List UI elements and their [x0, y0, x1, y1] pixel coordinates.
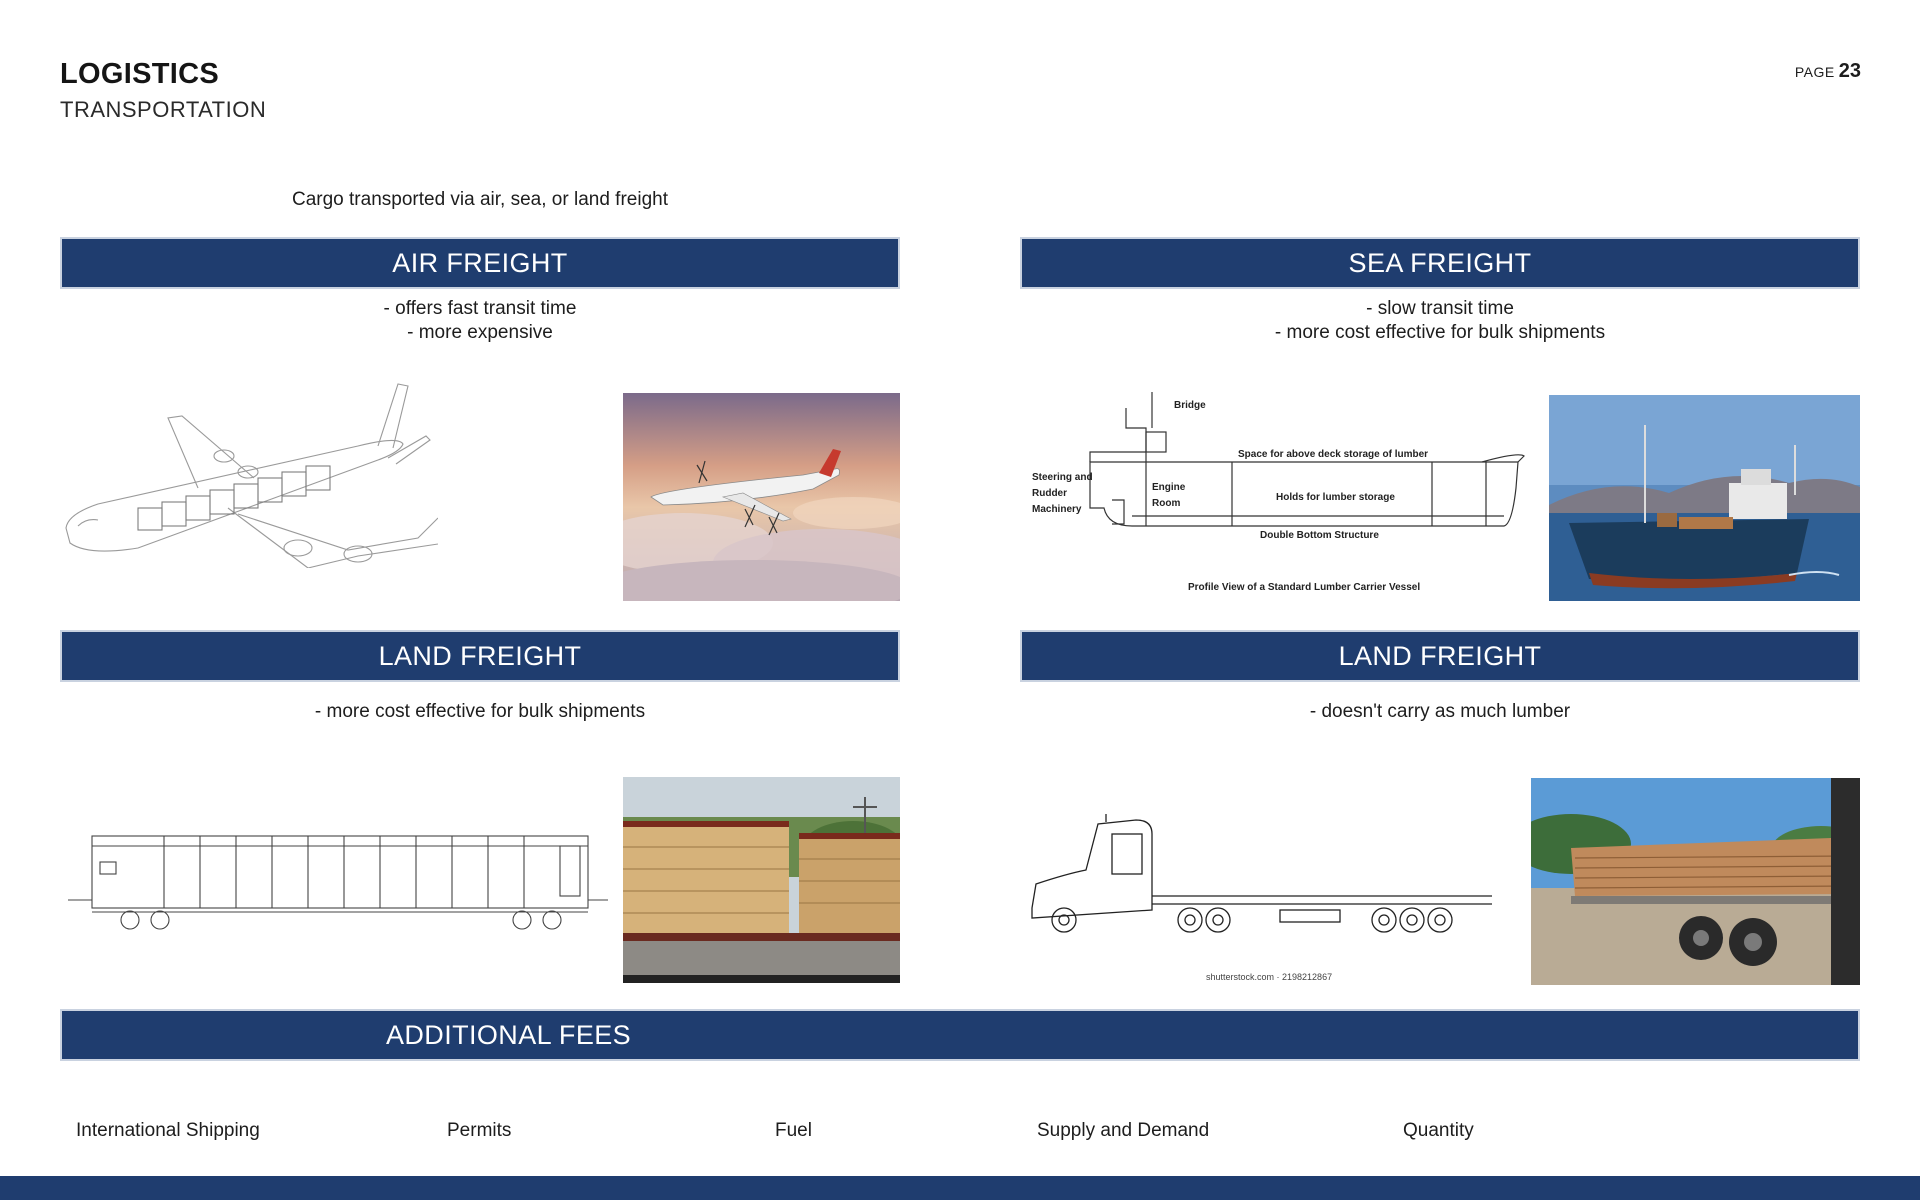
- ship-double-bottom-label: Double Bottom Structure: [1260, 530, 1379, 541]
- railcar-diagram: [64, 826, 608, 932]
- land-freight-truck-bullet: - doesn't carry as much lumber: [1309, 701, 1571, 722]
- flatbed-truck-diagram: [1026, 814, 1492, 984]
- land-freight-rail-bullets: [60, 700, 900, 724]
- land-freight-rail-bullet: - more cost effective for bulk shipments: [314, 701, 646, 722]
- intro-text: Cargo transported via air, sea, or land freight: [292, 189, 668, 210]
- additional-fees-banner: [60, 1009, 1860, 1061]
- ship-engine-label: Engine: [1152, 482, 1186, 493]
- additional-fees-title: ADDITIONAL FEES: [386, 1019, 632, 1050]
- land-freight-truck-title: LAND FREIGHT: [1338, 640, 1542, 671]
- air-freight-bullet: - more expensive: [407, 322, 553, 343]
- lumber-truck-photo: [1531, 778, 1860, 985]
- footer-bar: [0, 1176, 1920, 1200]
- air-freight-bullet: - offers fast transit time: [383, 298, 577, 319]
- ship-room-label: Room: [1152, 498, 1181, 509]
- lumber-carrier-diagram: [1028, 388, 1528, 598]
- cargo-ship-photo: [1549, 395, 1860, 601]
- page-label: PAGE: [1794, 64, 1835, 80]
- sea-freight-bullets: [1020, 297, 1860, 345]
- cargo-plane-diagram: [58, 378, 438, 568]
- sea-freight-bullet: - slow transit time: [1366, 298, 1514, 319]
- ship-deck-label: Space for above deck storage of lumber: [1238, 449, 1429, 460]
- fee-item: Supply and Demand: [1037, 1120, 1210, 1141]
- land-freight-rail-banner: [60, 630, 900, 682]
- sea-freight-banner: [1020, 237, 1860, 289]
- fee-item: Permits: [447, 1120, 512, 1141]
- truck-credit: shutterstock.com · 2198212867: [1206, 972, 1333, 982]
- land-freight-rail-title: LAND FREIGHT: [378, 640, 582, 671]
- lumber-railcar-photo: [623, 777, 900, 983]
- air-freight-bullets: [60, 297, 900, 345]
- sea-freight-title: SEA FREIGHT: [1348, 247, 1532, 278]
- page-number: [1795, 60, 1861, 83]
- land-freight-truck-bullets: [1020, 700, 1860, 724]
- land-freight-truck-banner: [1020, 630, 1860, 682]
- ship-holds-label: Holds for lumber storage: [1276, 492, 1395, 503]
- page-number-value: 23: [1838, 60, 1861, 82]
- page-title: LOGISTICS: [60, 58, 219, 90]
- ship-machinery-label: Machinery: [1032, 504, 1082, 515]
- ship-bridge-label: Bridge: [1174, 400, 1206, 411]
- ship-caption: Profile View of a Standard Lumber Carrier Vessel: [1188, 582, 1421, 593]
- sea-freight-bullet: - more cost effective for bulk shipments: [1274, 322, 1606, 343]
- ship-steering-label: Steering and: [1032, 472, 1093, 483]
- air-freight-banner: [60, 237, 900, 289]
- plane-above-clouds-photo: [623, 393, 900, 601]
- fee-item: Quantity: [1403, 1120, 1474, 1141]
- page-subtitle: TRANSPORTATION: [60, 97, 267, 122]
- air-freight-title: AIR FREIGHT: [392, 247, 568, 278]
- fee-item: Fuel: [775, 1120, 812, 1141]
- fee-item: International Shipping: [76, 1120, 260, 1141]
- ship-rudder-label: Rudder: [1032, 488, 1067, 499]
